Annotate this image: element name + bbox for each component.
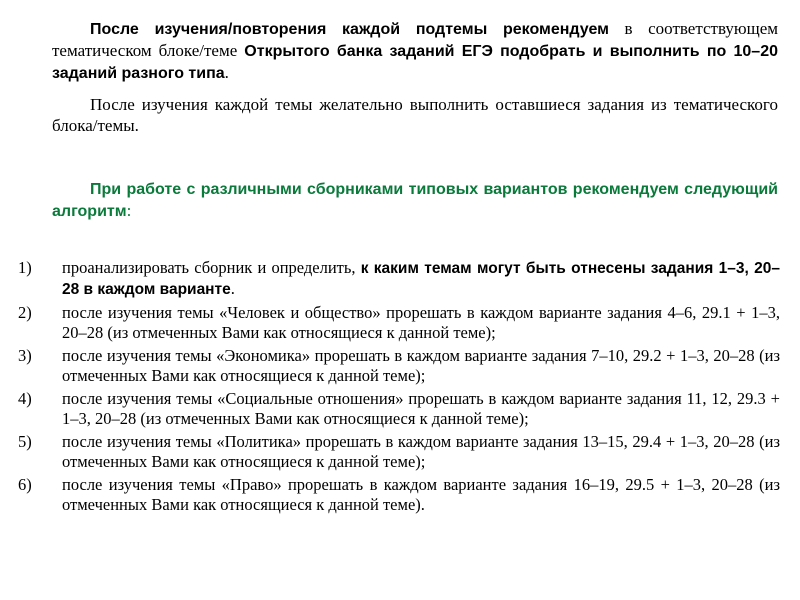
step-text: проанализировать сборник и определить, [62, 258, 361, 277]
intro-text: в соответствующем тематическом блоке/теме [52, 19, 779, 60]
step-text: после изучения темы «Экономика» прорешать в каждом варианте задания 7–10, 29.2 + 1–3, 20–28 (из отмеченных Вами как относящиеся к данной теме); [62, 346, 780, 385]
step-number: 3) [18, 346, 32, 365]
intro-paragraph-2: После изучения каждой темы желательно выполнить оставшиеся задания из тематического блока/темы. [52, 95, 778, 135]
algorithm-heading-text: При работе с различными сборниками типовых вариантов рекомендуем следующий алгоритм [52, 181, 778, 220]
intro-bold-tail: Открытого банка заданий ЕГЭ подобрать и выполнить по 10–20 заданий разного типа [52, 43, 778, 82]
step-number: 2) [18, 303, 32, 322]
list-item [18, 389, 780, 429]
algorithm-heading [52, 178, 778, 222]
list-item [18, 258, 780, 300]
step-number: 4) [18, 389, 32, 408]
intro-period: . [224, 63, 229, 82]
step-text: после изучения темы «Социальные отношения» прорешать в каждом варианте задания 11, 12, 29.3 + 1–3, 20–28 (из отмеченных Вами как относящиеся к данной теме); [62, 389, 780, 428]
step-number: 5) [18, 432, 32, 451]
step-number: 6) [18, 475, 32, 494]
algorithm-steps-list [18, 258, 780, 518]
list-item [18, 475, 780, 515]
step-text: после изучения темы «Политика» прорешать в каждом варианте задания 13–15, 29.4 + 1–3, 20–28 (из отмеченных Вами как относящиеся к данной теме); [62, 432, 780, 471]
step-number: 1) [18, 258, 32, 277]
step-text: после изучения темы «Право» прорешать в каждом варианте задания 16–19, 29.5 + 1–3, 20–28 (из отмеченных Вами как относящиеся к данной теме). [62, 475, 780, 514]
step-tail: . [230, 279, 235, 298]
list-item [18, 346, 780, 386]
step-text: после изучения темы «Человек и общество» прорешать в каждом варианте задания 4–6, 29.1 + 1–3, 20–28 (из отмеченных Вами как относящиеся к данной теме); [62, 303, 780, 342]
algorithm-heading-colon: : [126, 201, 132, 220]
intro-bold-lead: После изучения/повторения каждой подтемы рекомендуем [90, 21, 609, 38]
list-item [18, 303, 780, 343]
intro-paragraph-1 [52, 18, 778, 84]
list-item [18, 432, 780, 472]
step-bold-text: к каким темам могут быть отнесены задания 1–3, 20–28 в каждом варианте [62, 260, 780, 298]
